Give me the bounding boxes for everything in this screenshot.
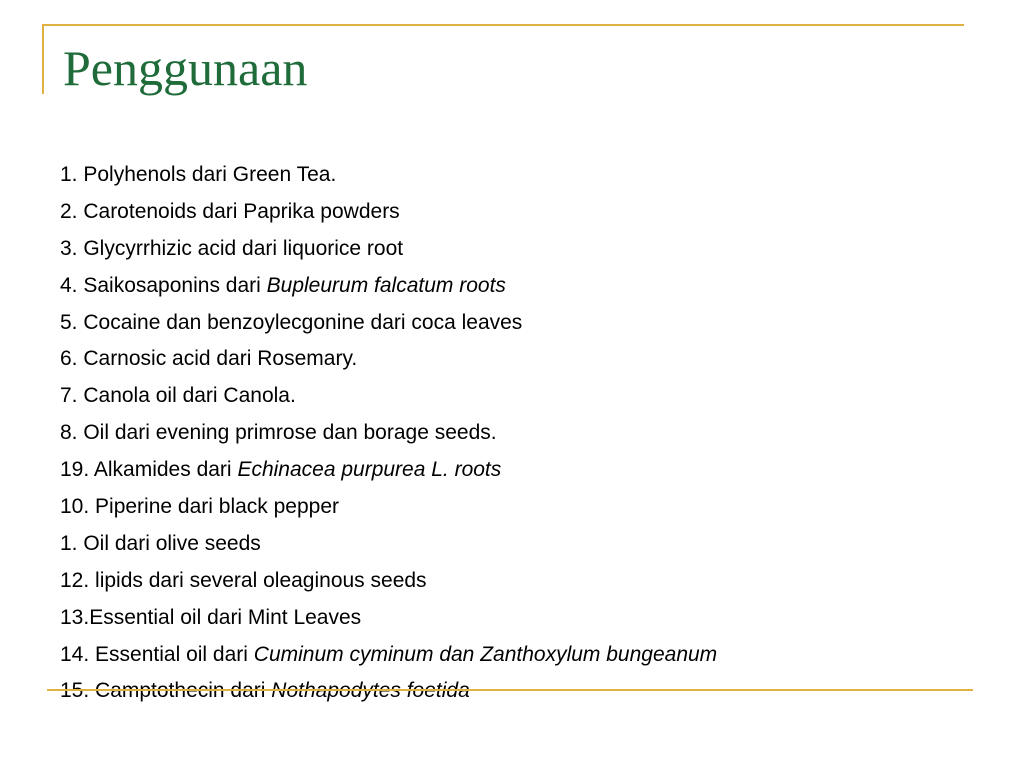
list-item bbox=[60, 489, 717, 526]
list-item bbox=[60, 600, 717, 637]
accent-line-bottom bbox=[47, 689, 973, 691]
list-item bbox=[60, 231, 717, 268]
list-item bbox=[60, 673, 717, 710]
usage-list bbox=[60, 157, 717, 710]
list-item bbox=[60, 341, 717, 378]
item-italic-text: Echinacea purpurea L. roots bbox=[237, 458, 502, 482]
list-item bbox=[60, 268, 717, 305]
list-item bbox=[60, 415, 717, 452]
list-item bbox=[60, 378, 717, 415]
list-item bbox=[60, 563, 717, 600]
item-text: 1. Oil dari olive seeds bbox=[60, 531, 261, 555]
list-item bbox=[60, 305, 717, 342]
item-italic-text: Cuminum cyminum dan Zanthoxylum bungeanum bbox=[253, 642, 718, 666]
list-item bbox=[60, 637, 717, 674]
item-text: 19. Alkamides dari bbox=[60, 458, 238, 482]
item-text: 2. Carotenoids dari Paprika powders bbox=[60, 199, 400, 223]
item-text: 3. Glycyrrhizic acid dari liquorice root bbox=[60, 236, 404, 260]
item-text: 5. Cocaine dan benzoylecgonine dari coca leaves bbox=[60, 310, 523, 334]
item-italic-text: Bupleurum falcatum roots bbox=[266, 273, 506, 297]
item-text: 8. Oil dari evening primrose dan borage seeds. bbox=[60, 421, 497, 445]
list-item bbox=[60, 526, 717, 563]
slide-title: Penggunaan bbox=[63, 40, 308, 96]
item-text: 10. Piperine dari black pepper bbox=[60, 495, 340, 519]
item-text: 7. Canola oil dari Canola. bbox=[60, 384, 296, 408]
item-text: 12. lipids dari several oleaginous seeds bbox=[60, 568, 427, 592]
item-text: 14. Essential oil dari bbox=[60, 642, 254, 666]
list-item bbox=[60, 157, 717, 194]
list-item bbox=[60, 452, 717, 489]
item-text: 6. Carnosic acid dari Rosemary. bbox=[60, 347, 358, 371]
accent-line-left bbox=[42, 24, 44, 94]
item-text: 13.Essential oil dari Mint Leaves bbox=[60, 605, 362, 629]
item-text: 1. Polyhenols dari Green Tea. bbox=[60, 163, 337, 186]
item-text: 4. Saikosaponins dari bbox=[60, 273, 267, 297]
list-item bbox=[60, 194, 717, 231]
accent-line-top bbox=[42, 24, 964, 26]
